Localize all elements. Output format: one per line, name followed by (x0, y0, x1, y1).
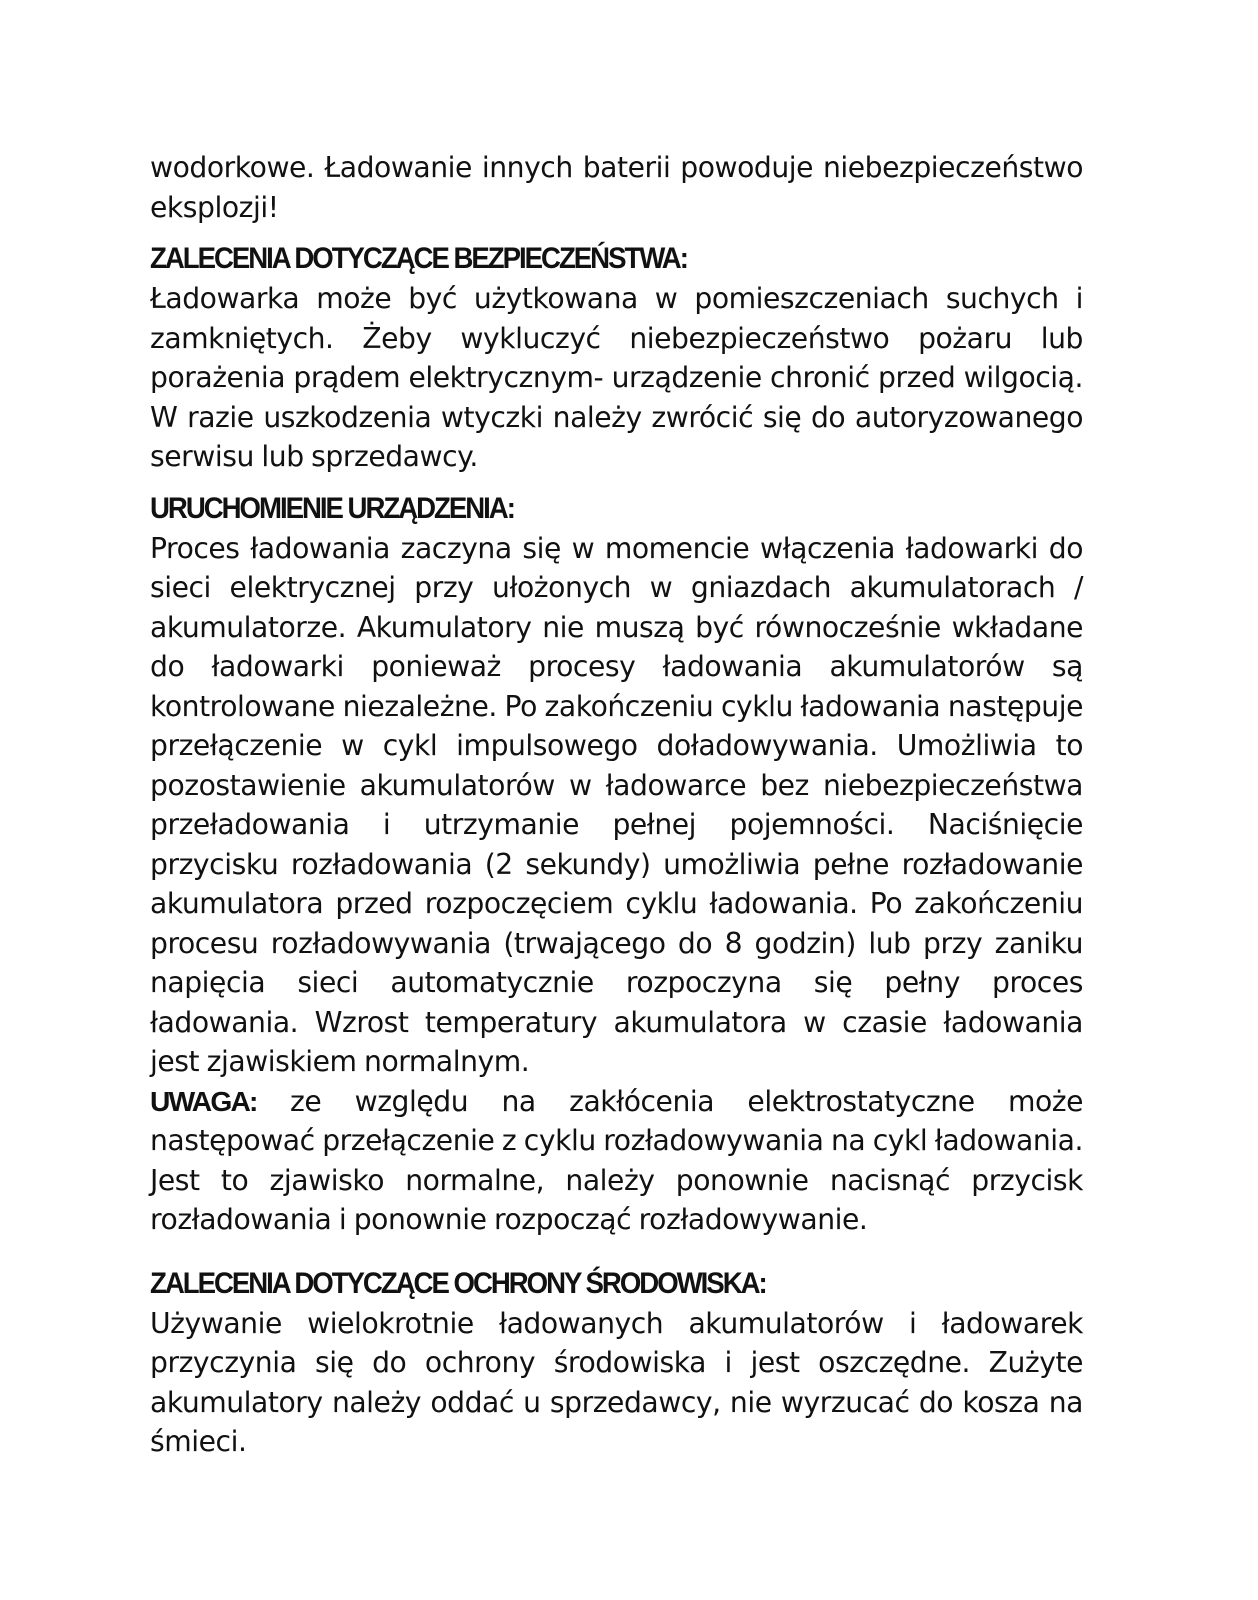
startup-heading: URUCHOMIENIE URZĄDZENIA: (150, 491, 514, 525)
intro-paragraph: wodorkowe. Ładowanie innych baterii powoduje niebezpieczeństwo eksplozji! (150, 151, 1083, 224)
safety-paragraph: Ładowarka może być użytkowana w pomieszczeniach suchych i zamkniętych. Żeby wykluczyć niebezpieczeństwo pożaru lub porażenia prądem elektrycznym- urządzenie chronić przed wilgocią. W razie uszkodzenia wtyczki należy zwrócić się do autoryzowanego serwisu lub sprzedawcy. (150, 282, 1083, 473)
startup-paragraph: Proces ładowania zaczyna się w momencie włączenia ładowarki do sieci elektrycznej przy ułożonych w gniazdach akumulatorach / akumulatorze. Akumulatory nie muszą być równocześnie wkładane do ładowarki ponieważ procesy ładowania akumulatorów są kontrolowane niezależne. Po zakończeniu cyklu ładowania następuje przełączenie w cykl impulsowego doładowywania. Umożliwia to pozostawienie akumulatorów w ładowarce bez niebezpieczeństwa przeładowania i utrzymanie pełnej pojemności. Naciśnięcie przycisku rozładowania (2 sekundy) umożliwia pełne rozładowanie akumulatora przed rozpoczęciem cyklu ładowania. Po zakończeniu procesu rozładowywania (trwającego do 8 godzin) lub przy zaniku napięcia sieci automatycznie rozpoczyna się pełny proces ładowania. Wzrost temperatury akumulatora w czasie ładowania jest zjawiskiem normalnym. (150, 531, 1083, 1078)
warning-label: UWAGA: (150, 1084, 257, 1117)
warning-paragraph (150, 1082, 1083, 1240)
environment-heading: ZALECENIA DOTYCZĄCE OCHRONY ŚRODOWISKA: (150, 1266, 766, 1300)
document-page (150, 148, 1083, 1462)
warning-text: ze względu na zakłócenia elektrostatyczne może następować przełączenie z cyklu rozładowywania na cykl ładowania. Jest to zjawisko normalne, należy ponownie nacisnąć przycisk rozładowania i ponownie rozpocząć rozładowywanie. (150, 1084, 1083, 1236)
environment-paragraph: Używanie wielokrotnie ładowanych akumulatorów i ładowarek przyczynia się do ochrony środowiska i jest oszczędne. Zużyte akumulatory należy oddać u sprzedawcy, nie wyrzucać do kosza na śmieci. (150, 1306, 1083, 1458)
spacer (150, 227, 1083, 239)
safety-heading: ZALECENIA DOTYCZĄCE BEZPIECZEŃSTWA: (150, 242, 687, 275)
spacer (150, 477, 1083, 489)
spacer (150, 1240, 1083, 1264)
